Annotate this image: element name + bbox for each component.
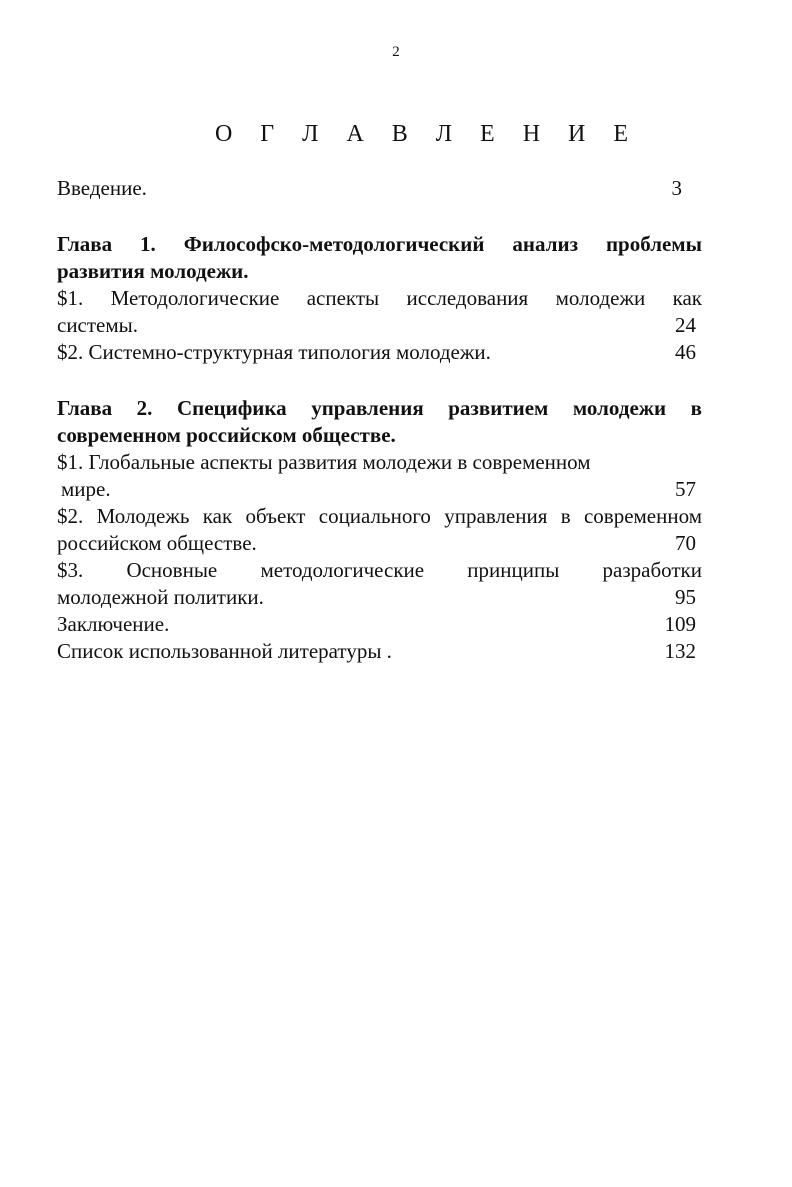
chapter2-heading-line1: Глава 2. Специфика управления развитием молодежи в — [57, 396, 702, 420]
toc-entry-introduction — [57, 175, 702, 202]
entry-page: 57 — [675, 477, 696, 501]
entry-label: мире. — [61, 477, 111, 501]
chapter2-section3-line1: $3. Основные методологические принципы разработки — [57, 558, 702, 582]
chapter2-section2-line1: $2. Молодежь как объект социального управления в современном — [57, 504, 702, 528]
entry-page: 132 — [664, 639, 696, 663]
entry-label: Заключение. — [57, 612, 170, 636]
toc-title: О Г Л А В Л Е Н И Е — [214, 121, 640, 147]
entry-page: 46 — [675, 340, 696, 364]
chapter2-section1-line2 — [57, 476, 702, 503]
chapter1-heading-line2: развития молодежи. — [57, 259, 249, 283]
entry-label: российском обществе. — [57, 531, 257, 555]
entry-page: 109 — [664, 612, 696, 636]
entry-page: 24 — [675, 313, 696, 337]
entry-label: $2. Системно-структурная типология молодежи. — [57, 340, 491, 364]
chapter2-section3-line2 — [57, 584, 702, 611]
page-number: 2 — [392, 44, 400, 60]
toc-entry-conclusion — [57, 611, 702, 638]
entry-label: Список использованной литературы . — [57, 639, 392, 663]
chapter1-section1-line1: $1. Методологические аспекты исследования молодежи как — [57, 286, 702, 310]
chapter1-section2 — [57, 339, 702, 366]
entry-label: системы. — [57, 313, 139, 337]
entry-label: молодежной политики. — [57, 585, 264, 609]
entry-page: 3 — [671, 176, 682, 200]
entry-page: 70 — [675, 531, 696, 555]
chapter2-section2-line2 — [57, 530, 702, 557]
toc-entry-bibliography — [57, 638, 702, 665]
chapter2-section1-line1: $1. Глобальные аспекты развития молодежи в современном — [57, 450, 591, 474]
entry-page: 95 — [675, 585, 696, 609]
entry-label: Введение. — [57, 176, 147, 200]
chapter2-heading-line2: современном российском обществе. — [57, 423, 396, 447]
chapter1-section1-line2 — [57, 312, 702, 339]
chapter1-heading-line1: Глава 1. Философско-методологический анализ проблемы — [57, 232, 702, 256]
